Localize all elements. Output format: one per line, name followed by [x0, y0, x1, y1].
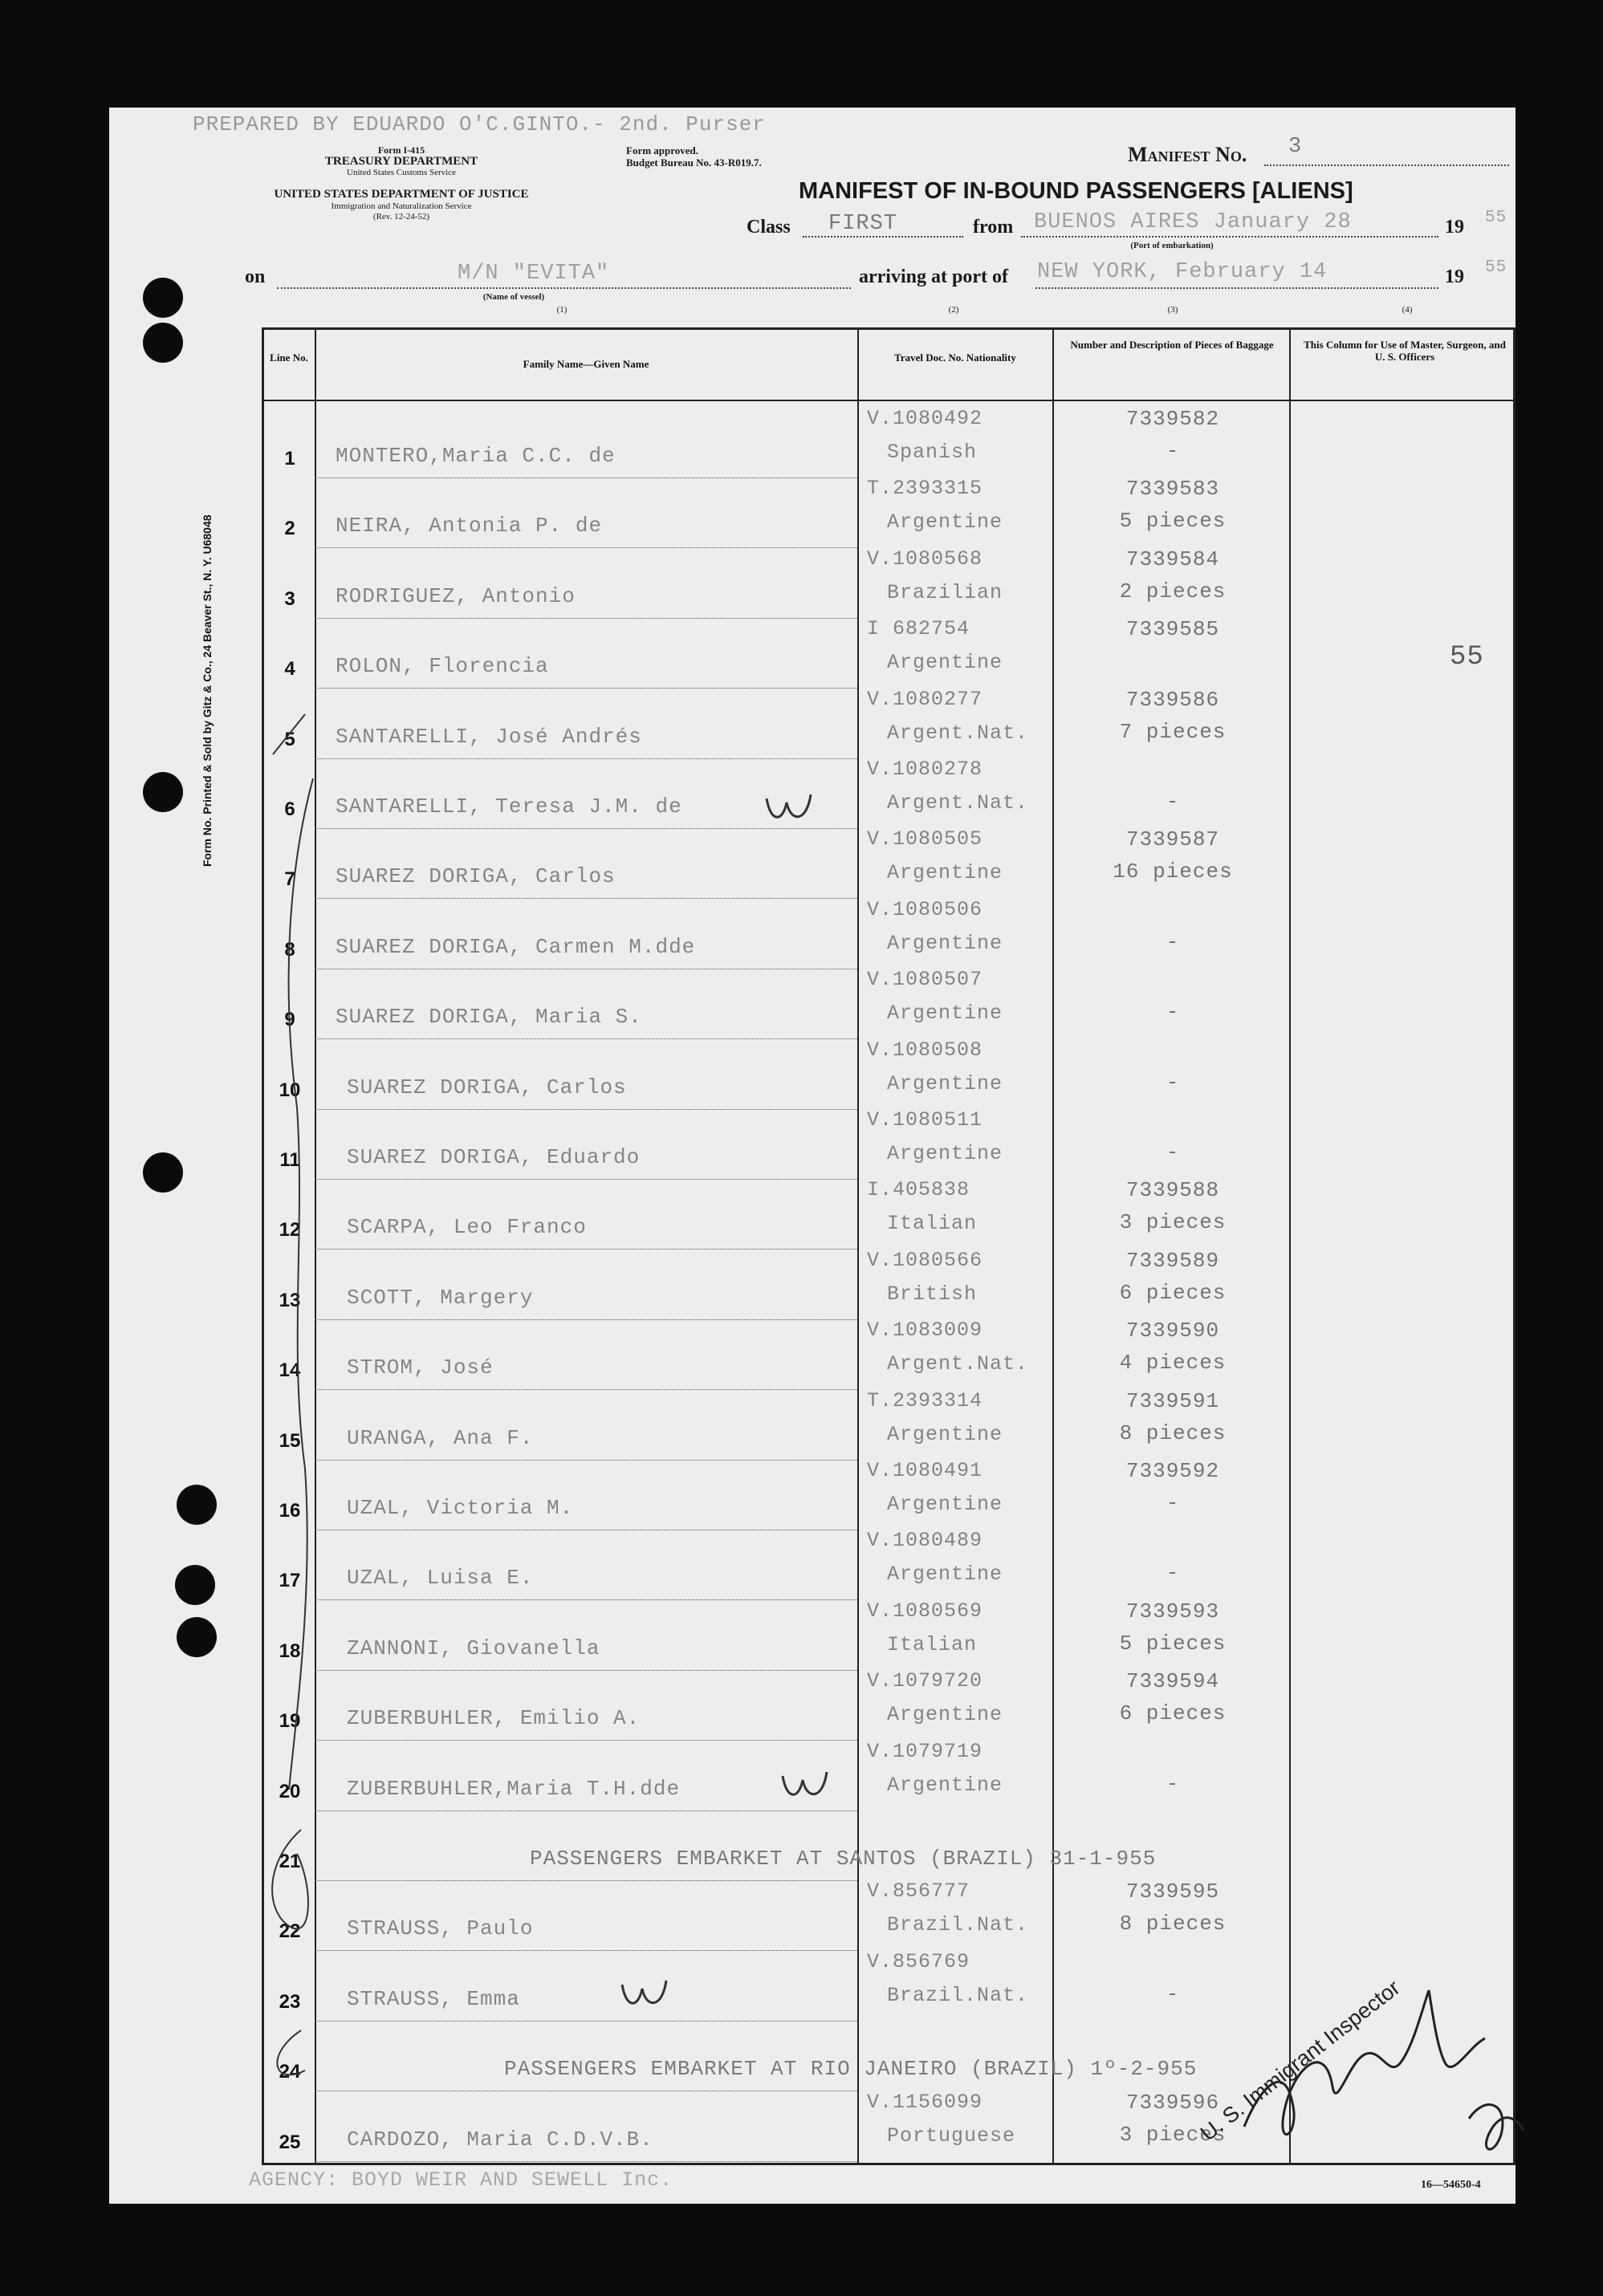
- baggage-tag-number: 7339588: [1125, 1178, 1220, 1203]
- passenger-name: CARDOZO, Maria C.D.V.B.: [347, 2127, 653, 2152]
- passenger-name: ZUBERBUHLER, Emilio A.: [347, 1706, 641, 1731]
- travel-doc-number: V.1080566: [867, 1248, 983, 1272]
- travel-doc-number: V.1080505: [867, 827, 983, 851]
- line-number: 21: [279, 1851, 301, 1872]
- travel-doc-number: V.1080506: [867, 897, 983, 921]
- row-rule: [315, 828, 857, 829]
- agency-line: AGENCY: BOYD WEIR AND SEWELL Inc.: [249, 2168, 673, 2192]
- initial-mark: [779, 1764, 835, 1804]
- passenger-name: SCOTT, Margery: [347, 1285, 534, 1310]
- line-number: 16: [279, 1500, 301, 1522]
- row-rule: [315, 688, 857, 689]
- line-number: 13: [279, 1289, 301, 1311]
- passenger-name: UZAL, Victoria M.: [347, 1496, 574, 1520]
- line-number: 9: [284, 1009, 295, 1031]
- printer-side-text: Form No. Printed & Sold by Gitz & Co., 24 Beaver St., N. Y. U68048: [201, 514, 214, 867]
- budget-bureau: Budget Bureau No. 43-R019.7.: [626, 156, 762, 169]
- row-rule: [315, 758, 857, 759]
- manifest-no-value: 3: [1288, 135, 1303, 159]
- row-rule: [315, 1599, 857, 1600]
- passenger-name: NEIRA, Antonia P. de: [336, 514, 603, 538]
- punch-hole: [177, 1485, 217, 1525]
- baggage-pieces: 3 pieces: [1119, 2122, 1227, 2147]
- travel-doc-number: V.856769: [867, 1949, 970, 1973]
- punch-hole: [143, 278, 183, 318]
- passenger-name: ROLON, Florencia: [336, 654, 549, 679]
- row-rule: [315, 1950, 857, 1951]
- class-value: FIRST: [828, 212, 898, 236]
- customs-service: United States Customs Service: [347, 168, 456, 177]
- row-rule: [315, 1670, 857, 1671]
- row-rule: [315, 1740, 857, 1741]
- passenger-name: URANGA, Ana F.: [347, 1425, 534, 1450]
- passenger-name: SANTARELLI, Teresa J.M. de: [336, 794, 682, 819]
- baggage-pieces: -: [1166, 439, 1180, 463]
- travel-doc-number: I.405838: [867, 1178, 970, 1202]
- travel-doc-number: V.1156099: [867, 2090, 983, 2114]
- nationality: Argentine: [887, 1142, 1003, 1165]
- nationality: Italian: [887, 1632, 978, 1656]
- on-label: on: [245, 266, 266, 287]
- travel-doc-number: V.1080507: [867, 968, 983, 992]
- row-rule: [315, 1319, 857, 1320]
- nationality: Argentine: [887, 651, 1003, 675]
- travel-doc-number: T.2393314: [867, 1388, 983, 1412]
- year2-label: 19: [1445, 266, 1464, 287]
- ins-service: Immigration and Naturalization Service: [331, 201, 472, 211]
- line-number: 17: [279, 1570, 301, 1592]
- initial-mark: [763, 786, 819, 827]
- line-number: 15: [279, 1429, 301, 1452]
- year-label: 19: [1445, 217, 1464, 238]
- passenger-name: SUAREZ DORIGA, Carmen M.dde: [336, 934, 696, 959]
- travel-doc-number: V.1080508: [867, 1038, 983, 1062]
- baggage-tag-number: 7339596: [1125, 2090, 1220, 2115]
- punch-hole: [143, 772, 183, 812]
- passenger-name: RODRIGUEZ, Antonio: [336, 583, 576, 608]
- line-number: 19: [279, 1710, 301, 1733]
- from-value: BUENOS AIRES January 28: [1034, 210, 1352, 234]
- nationality: Brazilian: [887, 580, 1003, 604]
- class-label: Class: [747, 217, 791, 238]
- travel-doc-number: V.1080489: [867, 1529, 983, 1553]
- baggage-pieces: -: [1166, 1140, 1180, 1164]
- travel-doc-number: I 682754: [867, 617, 970, 641]
- line-number: 5: [284, 728, 295, 750]
- nationality: Argentine: [887, 861, 1003, 885]
- passenger-name: SUAREZ DORIGA, Eduardo: [347, 1145, 641, 1169]
- baggage-tag-number: 7339591: [1125, 1388, 1220, 1413]
- baggage-pieces: 4 pieces: [1119, 1351, 1227, 1376]
- punch-hole: [143, 323, 183, 363]
- baggage-tag-number: 7339590: [1125, 1319, 1220, 1343]
- baggage-tag-number: 7339583: [1125, 477, 1220, 502]
- baggage-tag-number: 7339586: [1125, 687, 1220, 712]
- treasury-dept: TREASURY DEPARTMENT: [324, 155, 478, 168]
- justice-dept: UNITED STATES DEPARTMENT OF JUSTICE: [274, 188, 529, 201]
- passenger-name: STRAUSS, Paulo: [347, 1916, 534, 1941]
- nationality: Argentine: [887, 1773, 1003, 1797]
- baggage-pieces: 6 pieces: [1119, 1280, 1227, 1305]
- row-rule: [315, 1249, 857, 1250]
- baggage-pieces: -: [1166, 1000, 1180, 1025]
- baggage-pieces: 8 pieces: [1119, 1912, 1227, 1936]
- baggage-tag-number: 7339593: [1125, 1599, 1220, 1623]
- passenger-name: SANTARELLI, José Andrés: [336, 724, 642, 749]
- row-rule: [315, 1109, 857, 1110]
- nationality: Brazil.Nat.: [887, 1913, 1029, 1937]
- baggage-pieces: 8 pieces: [1119, 1420, 1227, 1445]
- baggage-pieces: -: [1166, 1070, 1180, 1095]
- nationality: Argentine: [887, 1703, 1003, 1727]
- line-number: 10: [279, 1079, 301, 1101]
- line-number: 14: [279, 1359, 301, 1382]
- baggage-pieces: 3 pieces: [1119, 1210, 1227, 1235]
- from-label: from: [973, 217, 1014, 238]
- nationality: Argentine: [887, 510, 1003, 534]
- punch-hole: [177, 1617, 217, 1657]
- travel-doc-number: V.1079720: [867, 1669, 983, 1693]
- passenger-name: ZUBERBUHLER,Maria T.H.dde: [347, 1776, 681, 1801]
- travel-doc-number: V.1080278: [867, 758, 983, 781]
- section-heading: PASSENGERS EMBARKET AT RIO JANEIRO (BRAZIL) 1º-2-955: [504, 2057, 1198, 2082]
- baggage-pieces: 2 pieces: [1119, 579, 1227, 603]
- baggage-pieces: -: [1166, 1491, 1180, 1515]
- passenger-name: MONTERO,Maria C.C. de: [336, 444, 616, 468]
- col-number-4: (4): [1402, 305, 1413, 315]
- nationality: Argentine: [887, 1422, 1003, 1446]
- row-rule: [315, 1179, 857, 1180]
- row-rule: [315, 898, 857, 899]
- baggage-pieces: 7 pieces: [1119, 719, 1227, 744]
- line-number: 25: [279, 2131, 301, 2153]
- passenger-name: UZAL, Luisa E.: [347, 1566, 534, 1591]
- punch-hole: [143, 1152, 183, 1193]
- baggage-pieces: 5 pieces: [1119, 1631, 1227, 1656]
- form-revision: (Rev. 12-24-52): [372, 212, 430, 221]
- inspector-signature: [1228, 1966, 1533, 2175]
- line-number: 18: [279, 1640, 301, 1662]
- line-number: 23: [279, 1990, 301, 2013]
- travel-doc-number: V.1080277: [867, 687, 983, 711]
- line-number: 20: [279, 1780, 301, 1802]
- passenger-name: STROM, José: [347, 1355, 494, 1380]
- header-line-no: Line No.: [270, 352, 308, 364]
- row-rule: [315, 1389, 857, 1390]
- baggage-pieces: 5 pieces: [1119, 509, 1227, 534]
- year-value: 55: [1485, 209, 1507, 227]
- arriving-value: NEW YORK, February 14: [1037, 260, 1328, 284]
- baggage-tag-number: 7339585: [1125, 617, 1220, 642]
- baggage-pieces: 6 pieces: [1119, 1701, 1227, 1726]
- nationality: Spanish: [887, 441, 978, 464]
- row-rule: [315, 547, 857, 548]
- baggage-pieces: 16 pieces: [1113, 859, 1233, 884]
- passenger-name: ZANNONI, Giovanella: [347, 1636, 600, 1660]
- baggage-tag-number: 7339589: [1125, 1248, 1220, 1273]
- baggage-tag-number: 7339595: [1125, 1879, 1220, 1904]
- baggage-pieces: -: [1166, 929, 1180, 954]
- nationality: Italian: [887, 1212, 978, 1236]
- baggage-tag-number: 7339584: [1125, 547, 1220, 571]
- passenger-name: SUAREZ DORIGA, Carlos: [336, 864, 616, 889]
- travel-doc-number: V.1080568: [867, 547, 983, 571]
- inspector-stamp: U. S. Immigrant Inspector: [1196, 1975, 1405, 2146]
- row-rule: [315, 1880, 857, 1881]
- line-number: 22: [279, 1920, 301, 1943]
- line-number: 24: [279, 2061, 301, 2083]
- col-number-2: (2): [948, 305, 959, 315]
- nationality: Argentine: [887, 1493, 1003, 1516]
- row-rule: [315, 1810, 857, 1811]
- nationality: Portuguese: [887, 2123, 1016, 2148]
- travel-doc-number: V.1080511: [867, 1108, 983, 1132]
- nationality: Argentine: [887, 1071, 1003, 1095]
- header-officer-use: This Column for Use of Master, Surgeon, and U. S. Officers: [1304, 339, 1506, 363]
- line-number: 6: [284, 799, 295, 820]
- baggage-pieces: -: [1166, 1561, 1180, 1586]
- row-rule: [315, 1038, 857, 1039]
- travel-doc-number: V.1083009: [867, 1319, 983, 1343]
- form-number: Form I-415: [377, 144, 425, 156]
- port-caption: (Port of embarkation): [1130, 241, 1214, 250]
- initial-mark: [618, 1973, 674, 2013]
- nationality: Argent.Nat.: [887, 1352, 1029, 1376]
- row-rule: [315, 477, 857, 478]
- year2-value: 55: [1485, 258, 1507, 277]
- nationality: Argent.Nat.: [887, 791, 1029, 815]
- row-rule: [315, 1460, 857, 1461]
- baggage-tag-number: 7339582: [1125, 407, 1220, 431]
- baggage-pieces: -: [1166, 790, 1180, 814]
- manifest-title: MANIFEST OF IN-BOUND PASSENGERS [ALIENS]: [799, 178, 1353, 204]
- punch-hole: [175, 1565, 215, 1605]
- row-rule: [315, 2021, 857, 2022]
- nationality: Argent.Nat.: [887, 721, 1029, 745]
- footer-code: 16—54650-4: [1421, 2179, 1481, 2191]
- row-rule: [315, 2161, 857, 2162]
- prepared-by: PREPARED BY EDUARDO O'C.GINTO.- 2nd. Purser: [193, 112, 766, 136]
- line-number: 8: [284, 938, 295, 961]
- form-approved: Form approved.: [626, 144, 699, 156]
- line-number: 12: [279, 1219, 301, 1241]
- line-number: 4: [284, 658, 295, 681]
- travel-doc-number: V.856777: [867, 1879, 970, 1904]
- travel-doc-number: V.1080491: [867, 1459, 983, 1482]
- officer-note: 55: [1450, 642, 1484, 673]
- nationality: Argentine: [887, 931, 1003, 955]
- header-baggage: Number and Description of Pieces of Baggage: [1070, 339, 1274, 351]
- travel-doc-number: V.1080569: [867, 1599, 983, 1623]
- baggage-pieces: -: [1166, 1771, 1180, 1796]
- nationality: Argentine: [887, 1562, 1003, 1587]
- passenger-name: SUAREZ DORIGA, Maria S.: [336, 1005, 642, 1030]
- header-family-name: Family Name—Given Name: [523, 358, 649, 370]
- arriving-label: arriving at port of: [859, 266, 1008, 287]
- nationality: British: [887, 1282, 978, 1306]
- passenger-name: SUAREZ DORIGA, Carlos: [347, 1075, 627, 1099]
- vessel-caption: (Name of vessel): [482, 292, 545, 302]
- passenger-name: SCARPA, Leo Franco: [347, 1215, 587, 1240]
- nationality: Brazil.Nat.: [887, 1983, 1029, 2007]
- baggage-tag-number: 7339592: [1125, 1459, 1220, 1483]
- line-number: 7: [284, 868, 295, 891]
- line-number: 3: [284, 587, 295, 610]
- travel-doc-number: V.1080492: [867, 407, 983, 430]
- col-number-1: (1): [556, 305, 568, 315]
- section-heading: PASSENGERS EMBARKET AT SANTOS (BRAZIL) 31-1-955: [530, 1847, 1157, 1871]
- handwritten-margin-marks: [257, 706, 369, 2087]
- row-rule: [315, 618, 857, 619]
- manifest-no-label: Manifest No.: [1128, 143, 1247, 166]
- nationality: Argentine: [887, 1002, 1003, 1026]
- line-number: 11: [279, 1149, 300, 1171]
- passenger-name: STRAUSS, Emma: [347, 1986, 520, 2011]
- travel-doc-number: T.2393315: [867, 477, 983, 501]
- header-travel-doc: Travel Doc. No. Nationality: [894, 352, 1016, 364]
- baggage-pieces: -: [1166, 1981, 1180, 2006]
- travel-doc-number: V.1079719: [867, 1739, 983, 1763]
- vessel-value: M/N "EVITA": [458, 262, 610, 286]
- baggage-tag-number: 7339594: [1125, 1669, 1220, 1694]
- line-number: 1: [284, 448, 295, 469]
- line-number: 2: [284, 518, 295, 540]
- col-number-3: (3): [1167, 305, 1178, 315]
- baggage-tag-number: 7339587: [1125, 827, 1220, 852]
